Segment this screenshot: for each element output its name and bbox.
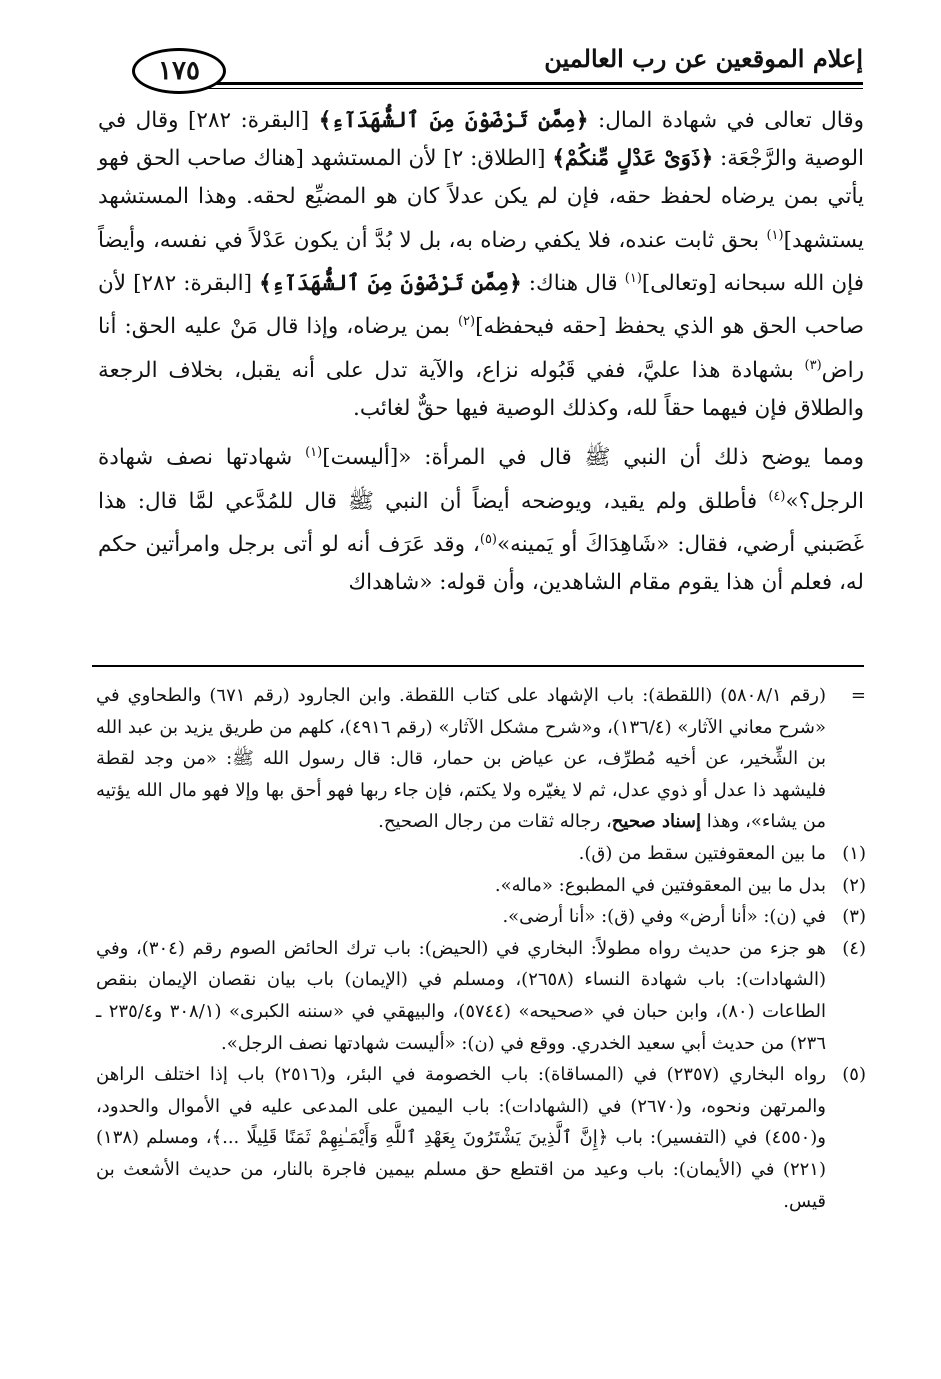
footnote-label: = [850,685,866,706]
text-span: [الطلاق: ٢] لأن المستشهد [هناك صاحب الحق فهو يأتي بمن يرضاه لحفظ حقه، فإن لم يكن عدلاً كان هو المضيِّع لحقه. وهذا المستشهد يستشهد] [98,146,864,253]
header-rule-thin [180,88,863,89]
text-span: فأطلق ولم يقيد، ويوضحه أيضاً أن النبي ﷺ قال للمُدَّعي لمَّا قال: هذا غَصَبني أرضي، فقال: «شَاهِدَاكَ أو يَمينه» [98,488,864,558]
footnote-ref: (٥) [479,531,497,547]
footnote-label: (٣) [842,906,866,928]
footnote-divider [92,665,864,667]
text-span: ، وقد عَرَف أنه لو أتى برجل وامرأتين حكم له، فعلم أن هذا يقوم مقام الشاهدين، وأن قوله: «شاهداك [98,532,864,596]
page-number: ١٧٥ [132,48,226,94]
page-header [88,40,863,92]
quran-quote: ﴿ذَوَىْ عَدْلٍ مِّنكُمْ﴾ [552,146,714,172]
quran-quote: ﴿مِمَّن تَرْضَوْنَ مِنَ ٱلشُّهَدَآءِ﴾ [259,271,522,297]
text-span: [البقرة: ٢٨٢] وقال في الوصية والرَّجْعَة: [98,108,864,172]
running-title: إعلام الموقعين عن رب العالمين [544,44,863,73]
bold-text: إسناد صحيح [611,811,702,833]
text-span: بمن يرضاه، وإذا قال مَنْ عليه الحق: أنا راض [98,314,864,383]
footnote-ref: (١) [305,445,323,461]
footnote-text [96,680,826,838]
footnote-text: هو جزء من حديث رواه مطولاً: البخاري في (الحيض): باب ترك الحائض الصوم رقم (٣٠٤)، وفي (الشهادات): باب شهادة النساء (٢٦٥٨)، ومسلم في (الإيمان) باب بيان نقصان الإيمان بنقص الطاعات (٨٠)، وابن حبان في «صحيحه» (٥٧٤٤)، والبيهقي في «سننه الكبرى» (٣٠٨/١ و٢٣٥/٤ ـ ٢٣٦) من حديث أبي سعيد الخدري. ووقع في (ن): «أليست شهادتها نصف الرجل». [96,937,827,1054]
text-span: قال هناك: [521,271,625,297]
footnote-continuation [96,680,866,838]
header-rule [180,82,863,85]
footnote-2 [96,870,866,902]
text-span: ومما يوضح ذلك أن النبي ﷺ قال في المرأة: «[أليست] [322,445,864,471]
quran-quote: ﴿مِمَّن تَرْضَوْنَ مِنَ ٱلشُّهَدَآءِ﴾ [318,108,589,133]
footnote-text: بدل ما بين المعقوفتين في المطبوع: «ماله». [494,874,826,896]
footnotes [96,680,866,1217]
text-span: شهادتها نصف شهادة الرجل؟» [98,445,864,514]
footnote-ref: (١) [766,227,784,243]
paragraph-1 [98,102,864,428]
text-span: بحق ثابت عنده، فلا يكفي رضاه به، بل لا بُدَّ أن يكون عَدْلاً في نفسه، وأيضاً فإن الله سبحانه [وتعالى] [98,227,864,297]
text-span: بشهادة هذا عليَّ، ففي قَبُوله نزاع، والآية تدل على أنه يقبل، بخلاف الرجعة والطلاق فإن فيهما حقاً لله، وكذلك الوصية فيها حقٌّ لغائب. [98,357,864,422]
footnote-text: رواه البخاري (٢٣٥٧) في (المساقاة): باب الخصومة في البئر، و(٢٥١٦) باب إذا اختلف الراهن والمرتهن ونحوه، و(٢٦٧٠) في (الشهادات): باب اليمين على المدعى عليه في الأموال والحدود، و(٤٥٥٠) في (التفسير): باب ﴿إِنَّ ٱلَّذِينَ يَشْتَرُونَ بِعَهْدِ ٱللَّهِ وَأَيْمَـٰنِهِمْ ثَمَنًا قَلِيلًا ...﴾، ومسلم (١٣٨) (٢٢١) في (الأيمان): باب وعيد من اقتطع حق مسلم بيمين فاجرة بالنار، من حديث الأشعث بن قيس. [96,1064,826,1212]
footnote-ref: (٢) [457,314,476,330]
text-span: ، رجاله ثقات من رجال الصحيح. [378,811,612,833]
footnote-3 [96,901,866,933]
footnote-ref: (٤) [768,488,786,504]
footnote-label: (٥) [842,1064,866,1086]
main-text [98,102,864,603]
footnote-ref: (٣) [804,357,822,373]
text-span: وقال تعالى في شهادة المال: [588,108,864,133]
footnote-text: ما بين المعقوفتين سقط من (ق). [578,842,826,864]
text-span: (رقم ٥٨٠٨/١) (اللقطة): باب الإشهاد على كتاب اللقطة. وابن الجارود (رقم ٦٧١) والطحاوي في «شرح معاني الآثار» (١٣٦/٤)، و«شرح مشكل الآثار» (رقم ٤٩١٦)، كلهم من طريق يزيد بن عبد الله بن الشِّخير، عن أخيه مُطرِّف، عن عياض بن حمار، قال: قال رسول الله ﷺ: «من وجد لقطة فليشهد ذا عدل أو ذوي عدل، ثم لا يغيّره ولا يكتم، فإن جاء ربها فهو أحق بها وإلا فهو مال الله يؤتيه من يشاء»، وهذا [96,685,826,833]
footnote-5 [96,1059,866,1217]
footnote-4 [96,933,866,1059]
text-span: [البقرة: ٢٨٢] لأن صاحب الحق هو الذي يحفظ [حقه فيحفظه] [98,271,865,340]
footnote-label: (٢) [842,874,866,896]
footnote-1 [96,838,866,870]
footnote-label: (٤) [842,937,866,959]
footnote-label: (١) [842,842,866,864]
paragraph-2 [98,434,864,602]
footnote-text: في (ن): «أنا أرض» وفي (ق): «أنا أرضى». [502,906,826,928]
footnote-ref: (١) [624,270,642,286]
